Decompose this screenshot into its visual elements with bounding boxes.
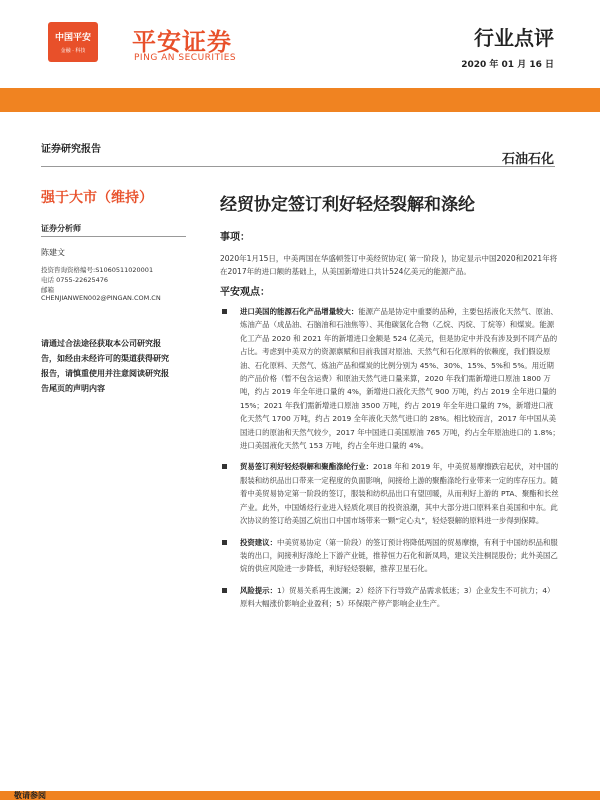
disclaimer-text: 请通过合法途径获取本公司研究报告，如经由未经许可的渠道获得研究报告，请慎重使用并注意阅读研究报告尾页的声明内容 bbox=[41, 339, 169, 393]
list-item bbox=[220, 460, 560, 527]
analyst-email-label: 邮箱 bbox=[41, 286, 54, 294]
header-accent-bar bbox=[0, 88, 600, 112]
bullet-text: 中美贸易协定（第一阶段）的签订预计将降低两国的贸易摩擦，有利于中国纺织品和服装的出口，间接利好涤纶上下游产业链，推荐恒力石化和新凤鸣，建议关注桐昆股份；此外美国乙烷的供应风险进一步降低，利好轻烃裂解，推荐卫星石化。 bbox=[240, 537, 558, 574]
bullet-square-icon bbox=[222, 309, 227, 314]
bullet-square-icon bbox=[222, 588, 227, 593]
bullet-heading: 进口美国的能源石化产品增量较大： bbox=[240, 307, 359, 316]
bullet-heading: 投资建议： bbox=[240, 537, 277, 547]
industry-label: 石油石化 bbox=[501, 152, 554, 167]
report-category: 证券研究报告 bbox=[41, 144, 101, 155]
pingan-group-logo bbox=[48, 22, 98, 62]
bullet-square-icon bbox=[222, 540, 227, 545]
rating-label: 强于大市（维持） bbox=[41, 190, 153, 206]
analyst-phone: 电话 0755-22625476 bbox=[41, 276, 109, 284]
brand-name-en: PING AN SECURITIES bbox=[134, 53, 237, 63]
divider bbox=[41, 236, 186, 237]
bullet-heading: 贸易签订利好轻烃裂解和聚酯涤纶行业： bbox=[240, 462, 374, 472]
key-points-list bbox=[220, 305, 560, 619]
events-heading: 事项： bbox=[220, 232, 250, 243]
report-date: 2020 年 01 月 16 日 bbox=[461, 60, 554, 70]
brand-name-cn: 平安证券 bbox=[132, 28, 232, 56]
bullet-text: 2018 年和 2019 年，中美贸易摩擦跌宕起伏，对中国的服装和纺织品出口带来一定程度的负面影响，间接给上游的聚酯涤纶行业带来一定的库存压力。随着中美贸易协定第一阶段的签订，服装和纺织品出口有望回暖，从而利好上游的 PTA、聚酯和长丝产业。此外，中国烯烃行业进入轻质化项目的投资浪潮，其中大部分进口原料来自美国和中东。此次协议的签订给美国乙烷出口中国市场带来一颗“定心丸”，轻烃裂解的原料进一步得到保障。 bbox=[240, 462, 559, 526]
events-text: 2020年1月15日，中美两国在华盛顿签订中美经贸协定( 第一阶段 )，协定显示中国2020和2021年将在2017年的进口额的基础上，从美国新增进口共计524亿美元的能源产品。 bbox=[220, 254, 558, 276]
list-item bbox=[220, 305, 560, 452]
views-heading: 平安观点： bbox=[220, 287, 270, 298]
bullet-heading: 风险提示： bbox=[240, 585, 277, 595]
bullet-text: 能源产品是协定中重要的品种，主要包括液化天然气、原油、炼油产品（成品油、石脑油和石油焦等）、其他碳氢化合物（乙烷、丙烷、丁烷等）和煤炭。能源化工产品 2020 和 2021 年的新增进口金额是 524 亿美元，但是协定中并没有涉及到不同产品的占比。考虑到中美双方的资源禀赋和目前我国对原油、天然气和石化原料的依赖度，我们假设原油、石化原料、天然气、炼油产品和煤炭的比例分别为 45%、30%、15%、5%和 5%。用近期的产品价格（暂不包含运费）和原油天然气进口量来算，2020 年我们需新增进口原油 1800 万吨，约占 2019 年全年进口量的 4%，新增进口液化天然气 900 万吨，约占 2019 全年进口量的 15%；2021 年我们需新增进口原油 3500 万吨，约占 2019 年全年进口量的 7%，新增进口液化天然气 1700 万吨，约占 2019 全年液化天然气进口的 28%。相比较而言，2017 年中国从美国进口的原油和天然气较少，2017 年中国进口美国原油 765 万吨，约占全年原油进口的 1.8%；进口美国液化天然气 153 万吨，约占全年进口量的 4%。 bbox=[240, 307, 560, 451]
analyst-cert: 投资咨询资格编号:S1060511020001 bbox=[41, 266, 154, 274]
footer-accent-bar bbox=[0, 791, 600, 800]
logo-line2: 金融 · 科技 bbox=[60, 48, 86, 54]
analyst-section-label: 证券分析师 bbox=[41, 224, 81, 233]
logo-line1: 中国平安 bbox=[54, 33, 91, 43]
divider bbox=[41, 166, 555, 167]
analyst-name: 陈建文 bbox=[41, 248, 65, 257]
document-type: 行业点评 bbox=[474, 26, 554, 50]
report-title: 经贸协定签订利好轻烃裂解和涤纶 bbox=[220, 195, 475, 215]
bullet-square-icon bbox=[222, 464, 227, 469]
bullet-text: 1）贸易关系再生波澜；2）经济下行导致产品需求低迷；3）企业发生不可抗力；4）原料大幅涨价影响企业盈利；5）环保限产停产影响企业生产。 bbox=[240, 585, 555, 609]
list-item bbox=[220, 584, 560, 611]
analyst-email: CHENJIANWEN002@PINGAN.COM.CN bbox=[41, 294, 161, 302]
list-item bbox=[220, 536, 560, 576]
footer-label: 敬请参阅 bbox=[14, 791, 46, 800]
